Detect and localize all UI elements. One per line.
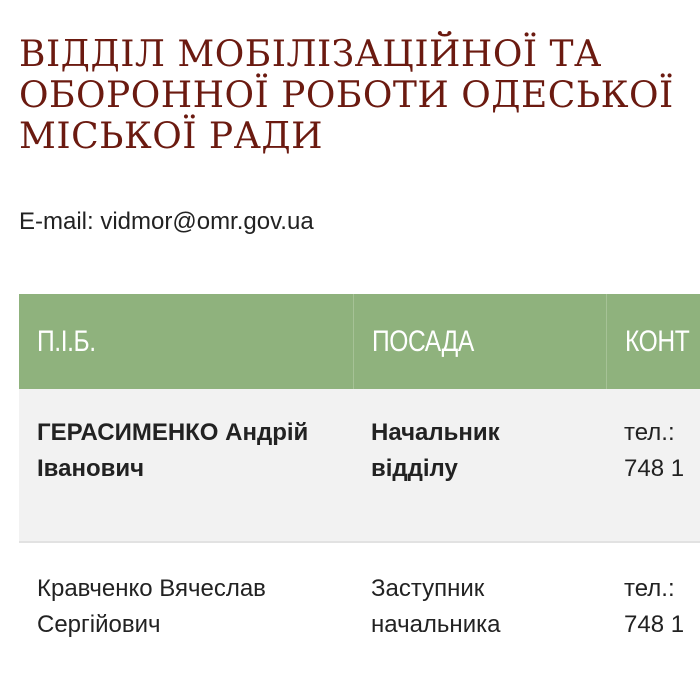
cell-name: Кравченко Вячеслав Сергійович xyxy=(19,542,353,676)
page-title xyxy=(19,34,679,157)
page-title-line: ОБОРОННОЇ РОБОТИ ОДЕСЬКОЇ xyxy=(19,75,674,116)
table-header-row xyxy=(19,294,700,389)
page-title-line: ВІДДІЛ МОБІЛІЗАЦІЙНОЇ ТА xyxy=(19,34,602,75)
cell-position: Заступник начальника xyxy=(353,542,606,676)
table-row xyxy=(19,542,700,676)
cell-position: Начальник відділу xyxy=(353,389,606,542)
header-position: ПОСАДА xyxy=(353,294,606,389)
cell-contact: тел.: 748 1 xyxy=(606,389,700,542)
header-contact: КОНТ xyxy=(606,294,700,389)
cell-name: ГЕРАСИМЕНКО Андрій Іванович xyxy=(19,389,353,542)
table-row xyxy=(19,389,700,542)
header-name: П.І.Б. xyxy=(19,294,353,389)
page-title-line: МІСЬКОЇ РАДИ xyxy=(19,116,324,157)
cell-contact: тел.: 748 1 xyxy=(606,542,700,676)
staff-table-scroll[interactable] xyxy=(19,294,700,676)
staff-table xyxy=(19,294,700,676)
email-text[interactable]: E-mail: vidmor@omr.gov.ua xyxy=(19,208,314,235)
